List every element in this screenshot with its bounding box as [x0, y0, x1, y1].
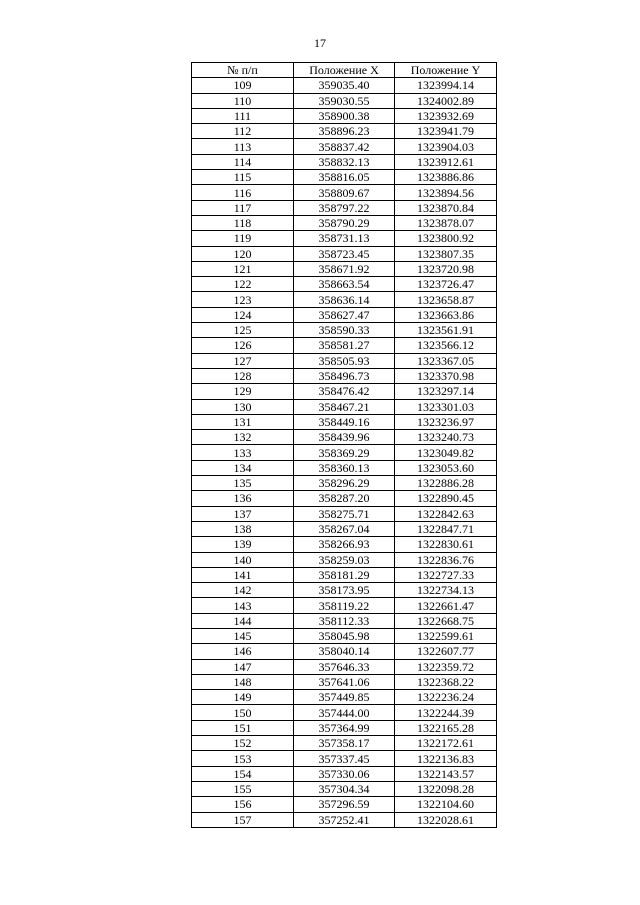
cell-position-y: 1323663.86 — [395, 307, 497, 322]
cell-position-x: 358790.29 — [294, 215, 395, 230]
cell-position-x: 358360.13 — [294, 460, 395, 475]
table-row — [192, 185, 497, 200]
table-row — [192, 261, 497, 276]
cell-index: 116 — [192, 185, 294, 200]
cell-position-x: 358181.29 — [294, 567, 395, 582]
cell-index: 115 — [192, 170, 294, 185]
cell-position-y: 1323894.56 — [395, 185, 497, 200]
table-row — [192, 139, 497, 154]
table-row — [192, 491, 497, 506]
cell-position-y: 1323994.14 — [395, 78, 497, 93]
table-row — [192, 766, 497, 781]
table-row — [192, 338, 497, 353]
table-row — [192, 231, 497, 246]
table-row — [192, 200, 497, 215]
cell-position-y: 1324002.89 — [395, 93, 497, 108]
table-row — [192, 598, 497, 613]
cell-position-y: 1322661.47 — [395, 598, 497, 613]
cell-index: 126 — [192, 338, 294, 353]
table-row — [192, 93, 497, 108]
cell-index: 129 — [192, 384, 294, 399]
cell-index: 139 — [192, 537, 294, 552]
cell-index: 145 — [192, 628, 294, 643]
cell-index: 122 — [192, 277, 294, 292]
column-header-x: Положение X — [294, 63, 395, 78]
cell-index: 147 — [192, 659, 294, 674]
cell-position-y: 1322734.13 — [395, 583, 497, 598]
cell-position-y: 1323904.03 — [395, 139, 497, 154]
table-row — [192, 613, 497, 628]
cell-position-x: 358476.42 — [294, 384, 395, 399]
cell-position-x: 358040.14 — [294, 644, 395, 659]
cell-index: 138 — [192, 521, 294, 536]
cell-index: 143 — [192, 598, 294, 613]
cell-index: 155 — [192, 781, 294, 796]
cell-position-y: 1323870.84 — [395, 200, 497, 215]
cell-position-y: 1323240.73 — [395, 430, 497, 445]
cell-index: 131 — [192, 414, 294, 429]
table-row — [192, 460, 497, 475]
cell-position-y: 1322165.28 — [395, 720, 497, 735]
cell-position-x: 358590.33 — [294, 323, 395, 338]
cell-index: 118 — [192, 215, 294, 230]
cell-position-x: 358663.54 — [294, 277, 395, 292]
cell-position-y: 1322727.33 — [395, 567, 497, 582]
table-row — [192, 124, 497, 139]
cell-index: 130 — [192, 399, 294, 414]
cell-index: 109 — [192, 78, 294, 93]
table-row — [192, 414, 497, 429]
cell-position-x: 358275.71 — [294, 506, 395, 521]
cell-index: 153 — [192, 751, 294, 766]
table-row — [192, 246, 497, 261]
table-row — [192, 430, 497, 445]
cell-position-x: 358581.27 — [294, 338, 395, 353]
cell-index: 146 — [192, 644, 294, 659]
cell-position-x: 358797.22 — [294, 200, 395, 215]
cell-position-y: 1323720.98 — [395, 261, 497, 276]
table-row — [192, 445, 497, 460]
cell-position-y: 1323301.03 — [395, 399, 497, 414]
cell-position-y: 1323297.14 — [395, 384, 497, 399]
table-row — [192, 797, 497, 812]
cell-position-x: 357330.06 — [294, 766, 395, 781]
cell-position-x: 357358.17 — [294, 736, 395, 751]
table-header-row — [192, 63, 497, 78]
cell-index: 137 — [192, 506, 294, 521]
table-row — [192, 705, 497, 720]
cell-position-x: 358636.14 — [294, 292, 395, 307]
cell-position-x: 357304.34 — [294, 781, 395, 796]
cell-position-x: 358045.98 — [294, 628, 395, 643]
cell-index: 124 — [192, 307, 294, 322]
cell-position-y: 1322890.45 — [395, 491, 497, 506]
cell-position-x: 358816.05 — [294, 170, 395, 185]
cell-index: 123 — [192, 292, 294, 307]
cell-position-x: 358627.47 — [294, 307, 395, 322]
cell-position-y: 1322842.63 — [395, 506, 497, 521]
cell-index: 136 — [192, 491, 294, 506]
cell-index: 112 — [192, 124, 294, 139]
cell-position-y: 1322836.76 — [395, 552, 497, 567]
cell-index: 114 — [192, 154, 294, 169]
cell-position-y: 1323049.82 — [395, 445, 497, 460]
cell-position-y: 1323941.79 — [395, 124, 497, 139]
cell-index: 150 — [192, 705, 294, 720]
table-row — [192, 628, 497, 643]
cell-index: 151 — [192, 720, 294, 735]
table-row — [192, 170, 497, 185]
page-number: 17 — [314, 36, 326, 50]
cell-position-x: 358287.20 — [294, 491, 395, 506]
table-row — [192, 537, 497, 552]
table-row — [192, 781, 497, 796]
cell-position-y: 1323053.60 — [395, 460, 497, 475]
cell-position-y: 1322668.75 — [395, 613, 497, 628]
cell-index: 132 — [192, 430, 294, 445]
cell-position-y: 1323726.47 — [395, 277, 497, 292]
cell-index: 119 — [192, 231, 294, 246]
cell-position-y: 1322244.39 — [395, 705, 497, 720]
cell-position-y: 1322143.57 — [395, 766, 497, 781]
cell-index: 144 — [192, 613, 294, 628]
cell-index: 110 — [192, 93, 294, 108]
cell-position-y: 1322028.61 — [395, 812, 497, 827]
cell-position-x: 358266.93 — [294, 537, 395, 552]
cell-position-x: 358369.29 — [294, 445, 395, 460]
cell-index: 127 — [192, 353, 294, 368]
cell-index: 135 — [192, 476, 294, 491]
table-row — [192, 720, 497, 735]
cell-position-y: 1322172.61 — [395, 736, 497, 751]
cell-position-x: 358671.92 — [294, 261, 395, 276]
cell-position-x: 357337.45 — [294, 751, 395, 766]
column-header-index: № п/п — [192, 63, 294, 78]
cell-position-y: 1323912.61 — [395, 154, 497, 169]
table-row — [192, 215, 497, 230]
cell-index: 152 — [192, 736, 294, 751]
cell-index: 117 — [192, 200, 294, 215]
cell-position-y: 1323236.97 — [395, 414, 497, 429]
cell-index: 120 — [192, 246, 294, 261]
cell-position-x: 358505.93 — [294, 353, 395, 368]
cell-position-y: 1322599.61 — [395, 628, 497, 643]
cell-position-y: 1322104.60 — [395, 797, 497, 812]
cell-position-y: 1323800.92 — [395, 231, 497, 246]
table-row — [192, 659, 497, 674]
table-row — [192, 506, 497, 521]
cell-index: 141 — [192, 567, 294, 582]
cell-position-x: 358837.42 — [294, 139, 395, 154]
cell-position-x: 358467.21 — [294, 399, 395, 414]
cell-position-y: 1323370.98 — [395, 368, 497, 383]
cell-position-x: 359035.40 — [294, 78, 395, 93]
cell-position-x: 358259.03 — [294, 552, 395, 567]
cell-position-x: 357641.06 — [294, 674, 395, 689]
cell-position-y: 1322830.61 — [395, 537, 497, 552]
table-row — [192, 292, 497, 307]
cell-position-y: 1323807.35 — [395, 246, 497, 261]
cell-position-x: 358900.38 — [294, 108, 395, 123]
cell-position-x: 357449.85 — [294, 690, 395, 705]
table-row — [192, 154, 497, 169]
table-body — [192, 78, 497, 828]
table-row — [192, 583, 497, 598]
cell-position-y: 1322236.24 — [395, 690, 497, 705]
table-row — [192, 812, 497, 827]
cell-position-x: 358832.13 — [294, 154, 395, 169]
cell-position-x: 358439.96 — [294, 430, 395, 445]
cell-position-x: 358896.23 — [294, 124, 395, 139]
cell-index: 157 — [192, 812, 294, 827]
cell-index: 125 — [192, 323, 294, 338]
cell-position-x: 357646.33 — [294, 659, 395, 674]
cell-position-x: 358112.33 — [294, 613, 395, 628]
cell-position-x: 358723.45 — [294, 246, 395, 261]
table-row — [192, 108, 497, 123]
cell-index: 142 — [192, 583, 294, 598]
table-row — [192, 521, 497, 536]
cell-index: 148 — [192, 674, 294, 689]
cell-position-x: 358496.73 — [294, 368, 395, 383]
table-row — [192, 399, 497, 414]
table-row — [192, 674, 497, 689]
table-row — [192, 307, 497, 322]
table-row — [192, 277, 497, 292]
cell-position-y: 1323561.91 — [395, 323, 497, 338]
cell-position-x: 358267.04 — [294, 521, 395, 536]
table-row — [192, 368, 497, 383]
table-row — [192, 736, 497, 751]
cell-position-x: 357296.59 — [294, 797, 395, 812]
cell-index: 149 — [192, 690, 294, 705]
table-row — [192, 353, 497, 368]
cell-position-y: 1323932.69 — [395, 108, 497, 123]
cell-index: 113 — [192, 139, 294, 154]
column-header-y: Положение Y — [395, 63, 497, 78]
cell-position-y: 1322886.28 — [395, 476, 497, 491]
cell-position-y: 1322136.83 — [395, 751, 497, 766]
cell-position-x: 359030.55 — [294, 93, 395, 108]
table-row — [192, 323, 497, 338]
coordinates-table — [191, 62, 497, 828]
cell-index: 133 — [192, 445, 294, 460]
cell-index: 128 — [192, 368, 294, 383]
cell-position-y: 1322098.28 — [395, 781, 497, 796]
cell-position-x: 358731.13 — [294, 231, 395, 246]
cell-position-x: 358296.29 — [294, 476, 395, 491]
cell-index: 134 — [192, 460, 294, 475]
cell-index: 111 — [192, 108, 294, 123]
table-row — [192, 552, 497, 567]
table-row — [192, 384, 497, 399]
table-row — [192, 567, 497, 582]
cell-index: 140 — [192, 552, 294, 567]
cell-position-y: 1322607.77 — [395, 644, 497, 659]
cell-position-y: 1322368.22 — [395, 674, 497, 689]
table-row — [192, 690, 497, 705]
cell-position-x: 358119.22 — [294, 598, 395, 613]
cell-index: 156 — [192, 797, 294, 812]
cell-position-y: 1323878.07 — [395, 215, 497, 230]
cell-position-x: 358173.95 — [294, 583, 395, 598]
cell-position-x: 358449.16 — [294, 414, 395, 429]
table-row — [192, 78, 497, 93]
cell-position-x: 357252.41 — [294, 812, 395, 827]
cell-position-x: 358809.67 — [294, 185, 395, 200]
table-row — [192, 476, 497, 491]
cell-position-y: 1323566.12 — [395, 338, 497, 353]
cell-position-x: 357444.00 — [294, 705, 395, 720]
cell-position-y: 1322359.72 — [395, 659, 497, 674]
cell-position-y: 1323886.86 — [395, 170, 497, 185]
cell-position-y: 1323367.05 — [395, 353, 497, 368]
cell-position-y: 1322847.71 — [395, 521, 497, 536]
table-row — [192, 751, 497, 766]
cell-position-y: 1323658.87 — [395, 292, 497, 307]
table-row — [192, 644, 497, 659]
cell-position-x: 357364.99 — [294, 720, 395, 735]
cell-index: 121 — [192, 261, 294, 276]
cell-index: 154 — [192, 766, 294, 781]
